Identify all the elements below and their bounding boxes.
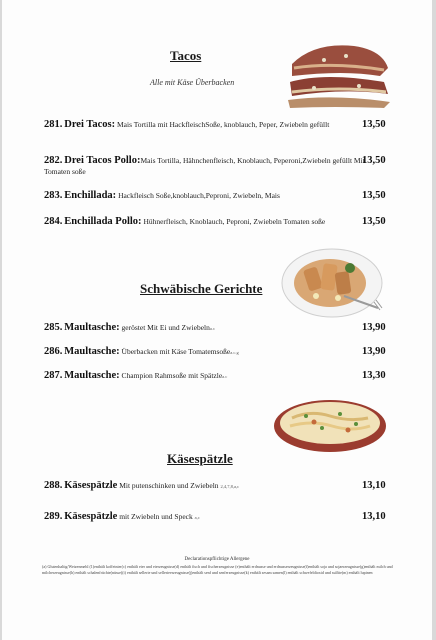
menu-item-281: 281. Drei Tacos: Mais Tortilla mit HackfleischSoße, knoblauch, Peper, Zwiebeln gefüllt [44, 119, 330, 130]
menu-item-282: 282. Drei Tacos Pollo:Mais Tortilla, Hähnchenfleisch, Knoblauch, Peperoni,Zwiebeln gefüllt Mit Tomaten soße [44, 155, 365, 176]
price-282: 13,50 [362, 155, 386, 166]
kaesespaetzle-photo [270, 394, 390, 454]
allergen-footer-title: Declarationspflichtige Allergene [184, 557, 250, 562]
price-286: 13,90 [362, 346, 386, 357]
price-284: 13,50 [362, 216, 386, 227]
tacos-subtitle: Alle mit Käse Überbacken [150, 78, 235, 87]
price-289: 13,10 [362, 511, 386, 522]
kaesespaetzle-section-title: Käsespätzle [167, 451, 233, 466]
menu-item-284: 284. Enchillada Pollo: Hühnerfleisch, Knoblauch, Peproni, Zwiebeln Tomaten soße [44, 216, 326, 227]
menu-page [2, 0, 432, 640]
schwaebisch-section-title: Schwäbische Gerichte [140, 281, 263, 296]
menu-item-283: 283. Enchillada: Hackfleisch Soße,knoblauch,Peproni, Zwiebeln, Mais [44, 190, 280, 201]
price-285: 13,90 [362, 322, 386, 333]
menu-item-285: 285. Maultasche: geröstet Mit Ei und Zwiebelna.c [44, 322, 215, 333]
allergen-footer-text: (a) Glutenhaltig/Weizenmehl (1)enthält koffeinier(c) enthält eier und eierzeugnisse(d) enthält fisch und fischerzeugnisse (e)enthält erdnusse und erdnusserzeugnisse(f)enthält soja und sojaerzeugnisse(g)enthält milch und milcherzeugnisse(h) enthält schalenfrüchte(nüsse)(i) enthält sellerie und sellerieerzeugnisse(j)enthält senf und senferzeugnisse(k) enthält sesam samen(l) enthält schwefeldioxid und sulfite(m) enthält lupinen [42, 564, 393, 575]
price-287: 13,30 [362, 370, 386, 381]
price-288: 13,10 [362, 480, 386, 491]
menu-item-288: 288. Käsespätzle Mit putenschinken und Zwiebeln 2,4,7,8,a,c [44, 480, 240, 491]
tacos-photo [284, 42, 394, 110]
menu-item-289: 289. Käsespätzle mit Zwiebeln und Speck a,c [44, 511, 200, 522]
price-281: 13,50 [362, 119, 386, 130]
maultaschen-photo [280, 246, 384, 320]
price-283: 13,50 [362, 190, 386, 201]
menu-item-287: 287. Maultasche: Champion Rahmsoße mit Spätzlea.c [44, 370, 228, 381]
menu-item-286: 286. Maultasche: Überbacken mit Käse Tomatemsoßea.c.g [44, 346, 239, 357]
tacos-section-title: Tacos [170, 48, 202, 63]
